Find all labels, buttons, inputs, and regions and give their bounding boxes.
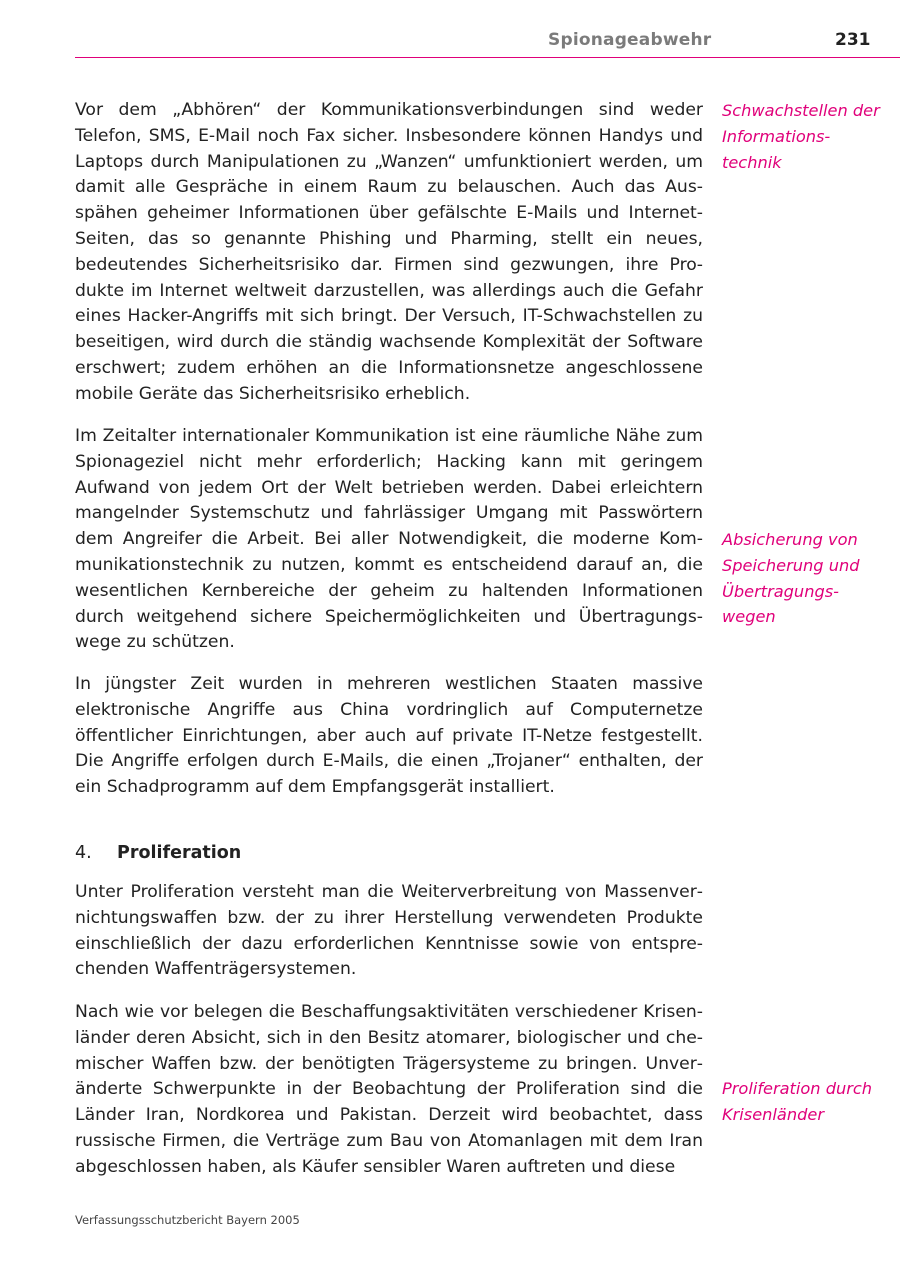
- paragraph-weaknesses: Vor dem „Abhören“ der Kommunikationsverbindungen sind weder Telefon, SMS, E-Mail noch Fax sicher. Insbesondere können Handys und Laptops durch Manipulationen zu „Wanzen“ umfunktioniert werden, um damit alle Gespräche in einem Raum zu belauschen. Auch das Ausspähen geheimer Informationen über gefälschte E-Mails und Internet-Seiten, das so genannte Phishing und Pharming, stellt ein neues, bedeutendes Sicherheitsrisiko dar. Firmen sind gezwungen, ihre Produkte im Internet weltweit darzustellen, was allerdings auch die Gefahr eines Hacker-Angriffs mit sich bringt. Der Versuch, IT-Schwachstellen zu beseitigen, wird durch die ständig wachsende Komplexität der Software erschwert; zudem erhöhen an die Informationsnetze angeschlossene mobile Geräte das Sicherheitsrisiko erheblich.: [75, 100, 703, 404]
- page-header: [0, 0, 900, 60]
- paragraph-crisis-countries: Nach wie vor belegen die Beschaffungsaktivitäten verschiedener Krisenländer deren Absicht, sich in den Besitz atomarer, biologischer und chemischer Waffen bzw. der benötigten Trägersysteme zu bringen. Unveränderte Schwerpunkte in der Beobachtung der Proliferation sind die Länder Iran, Nordkorea und Pakistan. Derzeit wird beobachtet, dass russische Firmen, die Verträge zum Bau von Atomanlagen mit dem Iran abgeschlossen haben, als Käufer sensibler Waren auftreten und diese: [75, 1002, 703, 1177]
- page-footer: Verfassungsschutzbericht Bayern 2005: [75, 1213, 300, 1227]
- margin-note-proliferation: Proliferation durch Krisenländer: [722, 1079, 873, 1124]
- section-heading: [75, 840, 703, 866]
- margin-note-securing: Absicherung von Speicherung und Übertragungswegen: [722, 530, 860, 627]
- margin-note-weaknesses: Schwachstellen der Informationstechnik: [722, 101, 880, 172]
- paragraph-proliferation-definition: Unter Proliferation versteht man die Weiterverbreitung von Massenvernichtungswaffen bzw. der zu ihrer Herstellung verwendeten Produkte einschließlich der dazu erforderlichen Kenntnisse sowie von entsprechenden Waffenträgersystemen.: [75, 882, 703, 980]
- section-title: Proliferation: [117, 843, 242, 863]
- paragraph-attacks-china: In jüngster Zeit wurden in mehreren westlichen Staaten massive elektronische Angriffe aus China vordringlich auf Computernetze öffentlicher Einrichtungen, aber auch auf private IT-Netze festgestellt. Die Angriffe erfolgen durch E-Mails, die einen „Trojaner“ enthalten, der ein Schadprogramm auf dem Empfangsgerät installiert.: [75, 674, 703, 798]
- running-header-title: Spionageabwehr: [548, 30, 712, 50]
- header-rule: [75, 57, 900, 58]
- section-number: 4.: [75, 843, 92, 863]
- page-number: 231: [835, 30, 871, 50]
- paragraph-hacking: Im Zeitalter internationaler Kommunikation ist eine räumliche Nähe zum Spionageziel nicht mehr erforderlich; Hacking kann mit geringem Aufwand von jedem Ort der Welt betrieben werden. Dabei erleichtern mangelnder Systemschutz und fahrlässiger Umgang mit Passwörtern dem Angreifer die Arbeit. Bei aller Notwendigkeit, die moderne Kommunikationstechnik zu nutzen, kommt es entscheidend darauf an, die wesentlichen Kernbereiche der geheim zu haltenden Informationen durch weitgehend sichere Speichermöglichkeiten und Übertragungswege zu schützen.: [75, 426, 703, 653]
